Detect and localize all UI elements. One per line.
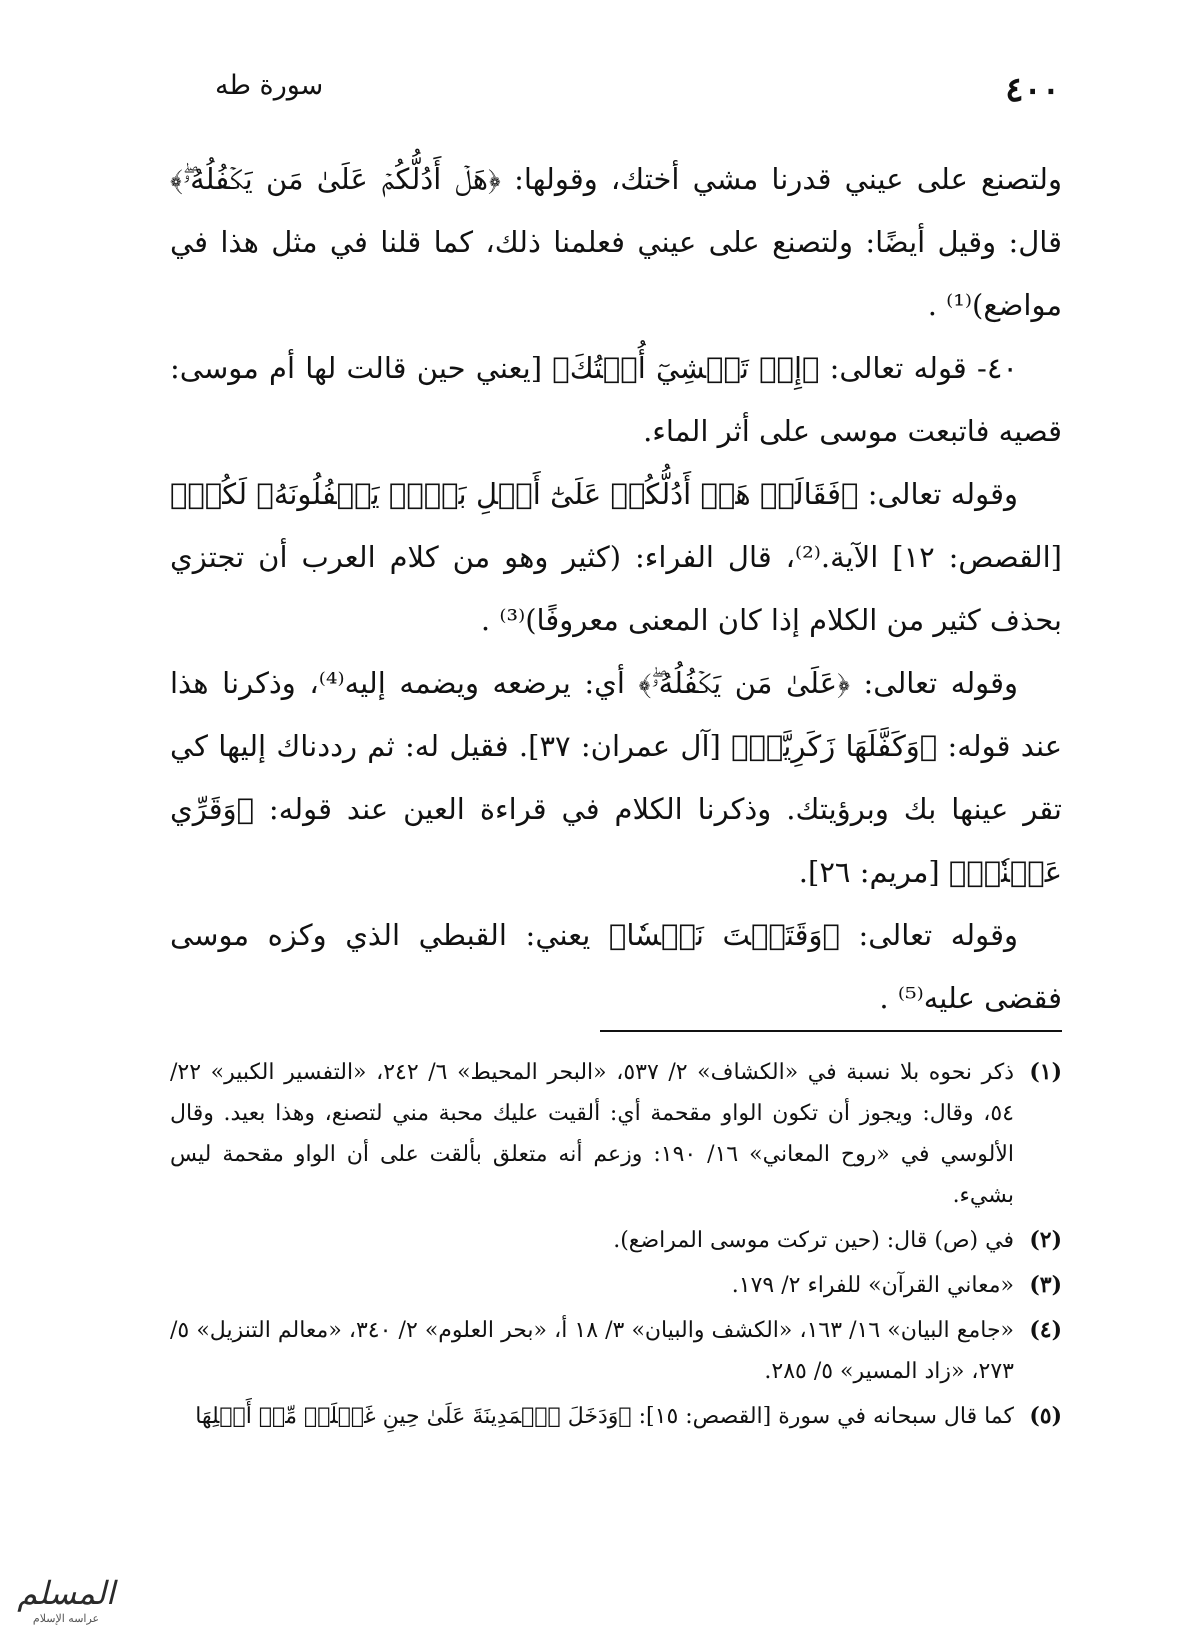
paragraph-2: ٤٠- قوله تعالى: ﴿إِذۡ تَمۡشِيٓ أُخۡتُكَ﴾ [يعني حين قالت لها أم موسى: قصيه فاتبعت موسى على أثر الماء.	[170, 351, 1062, 448]
footnote-3	[170, 1265, 1062, 1306]
paragraph-5: وقوله تعالى: ﴿وَقَتَلۡتَ نَفۡسٗا﴾ يعني: القبطي الذي وكزه موسى فقضى عليه⁽⁵⁾ .	[170, 918, 1062, 1015]
footnote-text: «معاني القرآن» للفراء ٢/ ١٧٩.	[731, 1273, 1014, 1298]
footnote-number: (٤)	[1029, 1317, 1062, 1343]
watermark-logo-subtext: عراسه الإسلام	[32, 1611, 100, 1625]
paragraph-3: وقوله تعالى: ﴿فَقَالَتۡ هَلۡ أَدُلُّكُمۡ عَلَىٰٓ أَهۡلِ بَيۡتٖ يَكۡفُلُونَهُۥ لَكُمۡ﴾ [القصص: ١٢] الآية.⁽²⁾، قال الفراء: (كثير وهو من كلام العرب أن تجتزي بحذف كثير من الكلام إذا كان المعنى معروفًا)⁽³⁾ .	[170, 477, 1062, 637]
running-head-surah-title: سورة طه	[215, 70, 324, 101]
footnotes	[170, 1052, 1062, 1441]
main-body-text	[170, 148, 1062, 1030]
footnote-5	[170, 1396, 1062, 1437]
page-header	[215, 70, 1060, 120]
paragraph-4: وقوله تعالى: ﴿عَلَىٰ مَن يَكۡفُلُهُۥۖ﴾ أي: يرضعه ويضمه إليه⁽⁴⁾، وذكرنا هذا عند قوله: ﴿وَكَفَّلَهَا زَكَرِيَّاۖ﴾ [آل عمران: ٣٧]. فقيل له: ثم رددناك إليها كي تقر عينها بك وبرؤيتك. وذكرنا الكلام في قراءة العين عند قوله: ﴿وَقَرِّي عَيۡنٗاۖ﴾ [مريم: ٢٦].	[170, 666, 1062, 889]
footnote-number: (٥)	[1029, 1403, 1062, 1429]
footnote-2	[170, 1220, 1062, 1261]
footnote-text: «جامع البيان» ١٦/ ١٦٣، «الكشف والبيان» ٣/ ١٨ أ، «بحر العلوم» ٢/ ٣٤٠، «معالم التنزيل» ٥/ ٢٧٣، «زاد المسير» ٥/ ٢٨٥.	[170, 1318, 1015, 1384]
footnote-text: ذكر نحوه بلا نسبة في «الكشاف» ٢/ ٥٣٧، «البحر المحيط» ٦/ ٢٤٢، «التفسير الكبير» ٢٢/ ٥٤، وقال: ويجوز أن تكون الواو مقحمة أي: ألقيت عليك محبة مني لتصنع، وهذا بعيد. وقال الألوسي في «روح المعاني» ١٦/ ١٩٠: وزعم أنه متعلق بألقت على أن الواو مقحمة ليس بشيء.	[170, 1060, 1015, 1208]
footnote-text: كما قال سبحانه في سورة [القصص: ١٥]: ﴿وَدَخَلَ ٱلۡمَدِينَةَ عَلَىٰ حِينِ غَفۡلَةٖ مِّنۡ أَهۡلِهَا	[195, 1404, 1014, 1429]
footnote-number: (٣)	[1029, 1272, 1062, 1298]
footnote-4	[170, 1310, 1062, 1392]
paragraph-1: ولتصنع على عيني قدرنا مشي أختك، وقولها: ﴿هَلۡ أَدُلُّكُمۡ عَلَىٰ مَن يَكۡفُلُهُۥۖ﴾ قال: وقيل أيضًا: ولتصنع على عيني فعلمنا ذلك، كما قلنا في مثل هذا في مواضع)⁽¹⁾ .	[170, 162, 1062, 322]
footnote-number: (١)	[1029, 1059, 1062, 1085]
watermark-logo-text: المسلم	[17, 1573, 115, 1612]
footnote-1	[170, 1052, 1062, 1216]
page-number: ٤٠٠	[1005, 70, 1060, 110]
footnote-number: (٢)	[1029, 1227, 1062, 1253]
footnote-divider	[600, 1030, 1062, 1032]
footnote-text: في (ص) قال: (حين تركت موسى المراضع).	[613, 1228, 1014, 1253]
watermark-logo	[6, 1560, 126, 1638]
